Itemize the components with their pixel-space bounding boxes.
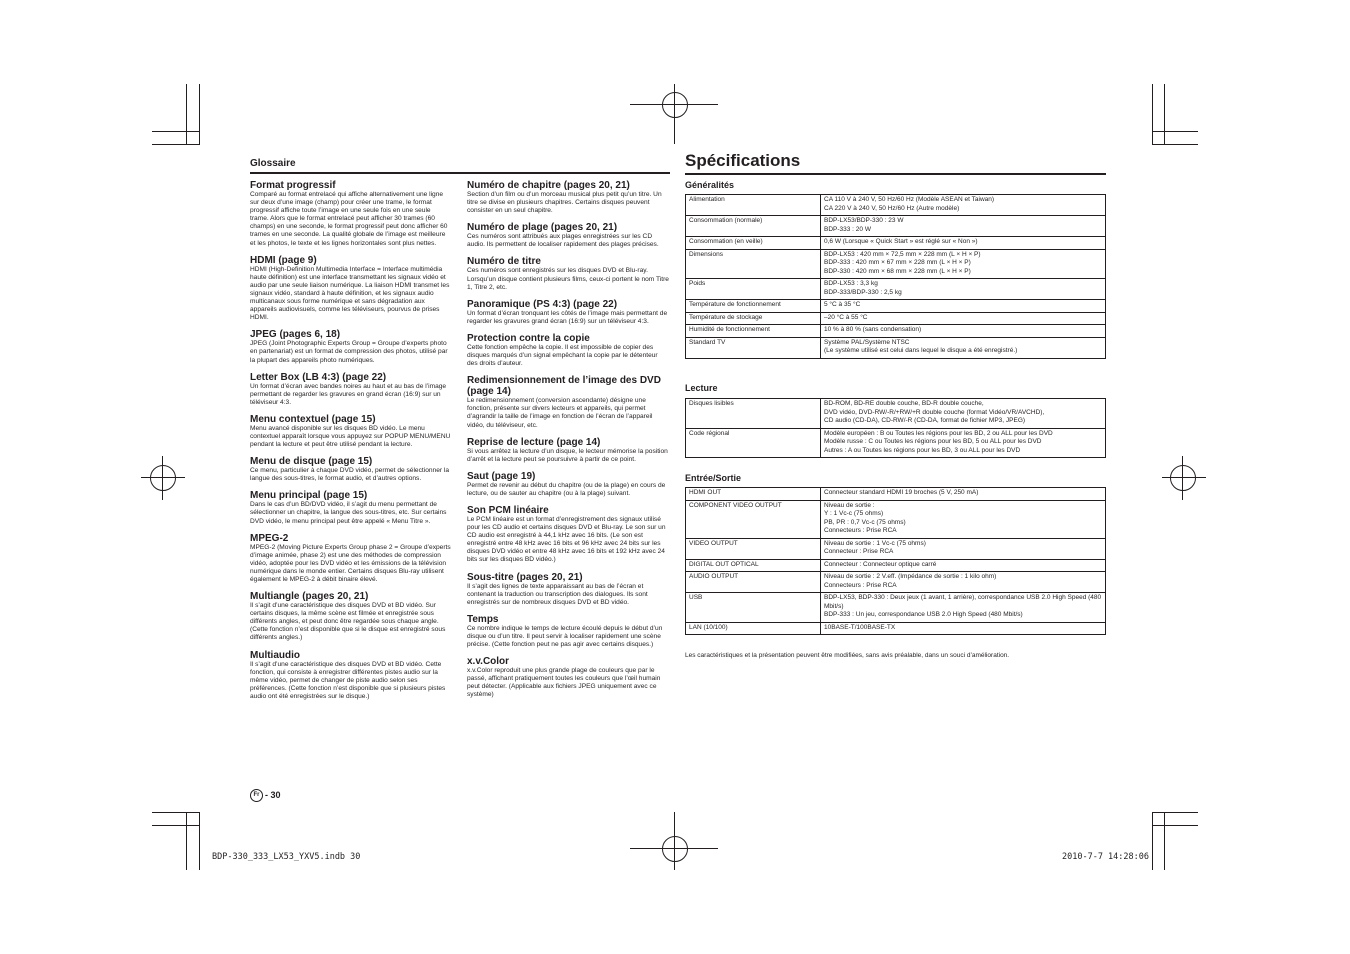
spec-row	[686, 279, 1106, 300]
glossary-entry	[467, 437, 670, 464]
spec-row	[686, 325, 1106, 338]
spec-value: Niveau de sortie : 1 Vc-c (75 ohms) Connecteur : Prise RCA	[821, 538, 1106, 559]
spec-label: COMPONENT VIDEO OUTPUT	[686, 500, 821, 538]
glossary-term: Menu principal (page 15)	[250, 490, 368, 502]
glossary-definition: Dans le cas d’un BD/DVD vidéo, il s’agit du menu permettant de sélectionner un chapitre, la langue des sous-titres, etc. Sur certains DVD vidéo, le menu principal peut être appelé « Menu Titre ».	[250, 501, 447, 525]
glossary-term: Redimensionnement de l’image des DVD (page 14)	[467, 375, 661, 398]
glossary-term: Saut (page 19)	[467, 470, 536, 482]
spec-row	[686, 195, 1106, 216]
spec-value: Niveau de sortie : 2 V.eff. (Impédance de sortie : 1 kilo ohm) Connecteurs : Prise RCA	[821, 572, 1106, 593]
spec-label: Disques lisibles	[686, 399, 821, 429]
spec-row	[686, 337, 1106, 358]
spec-row	[686, 500, 1106, 538]
spec-label: Humidité de fonctionnement	[686, 325, 821, 338]
glossary-entry	[250, 180, 451, 248]
glossary-entry	[467, 180, 670, 215]
glossary-title: Glossaire	[250, 158, 296, 169]
spec-table-entree-sortie	[685, 487, 1106, 635]
section-heading-lecture: Lecture	[685, 383, 718, 393]
glossary-definition: Il s’agit d’une caractéristique des disques DVD et BD vidéo. Cette fonction, qui consiste à enregistrer différentes pistes audio sur la même vidéo, permet de changer de piste audio selon ses préférences. (Cette fonction n’est disponible que si plusieurs pistes audio ont été enregistrées sur le disque.)	[250, 660, 446, 700]
glossary-entry	[250, 650, 451, 701]
glossary-entry	[467, 471, 670, 498]
glossary-term: Numéro de plage (pages 20, 21)	[467, 222, 618, 234]
glossary-term: Protection contre la copie	[467, 332, 590, 344]
language-badge: Fr	[250, 789, 263, 802]
glossary-definition: Un format d’écran avec bandes noires au haut et au bas de l’image permettant de regarder les gravures en grand écran (16:9) sur un téléviseur 4:3.	[250, 382, 447, 406]
spec-value: CA 110 V à 240 V, 50 Hz/60 Hz (Modèle ASEAN et Taiwan) CA 220 V à 240 V, 50 Hz/60 Hz (Autre modèle)	[821, 195, 1106, 216]
spec-label: USB	[686, 593, 821, 623]
glossary-entry	[250, 490, 451, 525]
spec-label: Consommation (normale)	[686, 216, 821, 237]
glossary-entry	[467, 505, 670, 565]
glossary-entry	[467, 656, 670, 699]
glossary-entry	[250, 456, 451, 483]
spec-value: BDP-LX53, BDP-330 : Deux jeux (1 avant, 1 arrière), correspondance USB 2.0 High Speed (480 Mbit/s) BDP-333 : Un jeu, correspondance USB 2.0 High Speed (480 Mbit/s)	[821, 593, 1106, 623]
spec-value: BDP-LX53 : 420 mm × 72,5 mm × 228 mm (L × H × P) BDP-333 : 420 mm × 67 mm × 228 mm (L × H × P) BDP-330 : 420 mm × 68 mm × 228 mm (L × H × P)	[821, 249, 1106, 279]
glossary-entry	[467, 299, 670, 326]
spec-label: LAN (10/100)	[686, 622, 821, 635]
glossary-entry	[467, 614, 670, 649]
glossary-entry	[467, 572, 670, 607]
glossary-column-2	[467, 180, 670, 706]
glossary-term: MPEG-2	[250, 532, 289, 544]
spec-row	[686, 249, 1106, 279]
spec-table-lecture	[685, 398, 1106, 458]
spec-value: Système PAL/Système NTSC (Le système utilisé est celui dans lequel le disque a été enregistré.)	[821, 337, 1106, 358]
glossary-definition: MPEG-2 (Moving Picture Experts Group phase 2 = Groupe d’experts d’image animée, phase 2) est une des méthodes de compression vidéo, adoptée pour les DVD vidéo et les émissions de la télévision numérique dans le monde entier. Certains disques Blu-ray utilisent également le MPEG-2 à débit binaire élevé.	[250, 543, 451, 583]
glossary-term: Son PCM linéaire	[467, 504, 549, 516]
spec-row	[686, 559, 1106, 572]
spec-label: Température de stockage	[686, 312, 821, 325]
glossary-definition: JPEG (Joint Photographic Experts Group = Groupe d’experts photo en partenariat) est un format de compression des photos, utilisé par la plupart des appareils photo numériques.	[250, 340, 448, 364]
spec-label: Standard TV	[686, 337, 821, 358]
glossary-entry	[250, 591, 451, 642]
spec-label: Alimentation	[686, 195, 821, 216]
spec-row	[686, 312, 1106, 325]
specifications-note: Les caractéristiques et la présentation peuvent être modifiées, sans avis préalable, dans un souci d’amélioration.	[685, 652, 1010, 659]
glossary-definition: Ces numéros sont enregistrés sur les disques DVD et Blu-ray. Lorsqu’un disque contient plusieurs films, ceux-ci portent le nom Titre 1, Titre 2, etc.	[467, 267, 669, 291]
spec-row	[686, 488, 1106, 501]
glossary-definition: Section d’un film ou d’un morceau musical plus petit qu’un titre. Un titre se divise en plusieurs chapitres. Certains disques peuvent consister en un seul chapitre.	[467, 191, 662, 215]
glossary-definition: Menu avancé disponible sur les disques BD vidéo. Le menu contextuel apparaît lorsque vous appuyez sur POPUP MENU/MENU pendant la lecture et peut être utilisé pendant la lecture.	[250, 424, 451, 449]
glossary-definition: Comparé au format entrelacé qui affiche alternativement une ligne sur deux d’une image (champ) pour créer une trame, le format progressif affiche toute l’image en une seule fois en une seule trame. Alors que le format entrelacé peut afficher 30 trames (60 champs) en une seconde, le format progressif peut donc afficher 60 trames en une seconde. La qualité globale de l’image est meilleure et les photos, le texte et les lignes horizontales sont plus nettes.	[250, 191, 448, 247]
spec-row	[686, 237, 1106, 250]
glossary-definition: Il s’agit d’une caractéristique des disques DVD et BD vidéo. Sur certains disques, la même scène est filmée et enregistrée sous différents angles, et peut donc être regardée sous chaque angle. (Cette fonction n’est disponible que si le disque est enregistré sous différents angles.)	[250, 602, 446, 642]
spec-label: Code régional	[686, 428, 821, 458]
spec-row	[686, 216, 1106, 237]
spec-row	[686, 572, 1106, 593]
spec-value: –20 °C à 55 °C	[821, 312, 1106, 325]
glossary-term: Numéro de titre	[467, 256, 541, 268]
spec-label: Poids	[686, 279, 821, 300]
glossary-entry	[467, 333, 670, 368]
spec-row	[686, 300, 1106, 313]
glossary-term: Multiangle (pages 20, 21)	[250, 591, 369, 603]
glossary-term: HDMI (page 9)	[250, 254, 317, 266]
glossary-definition: x.v.Color reproduit une plus grande plage de couleurs que par le passé, affichant pratiquement toutes les couleurs que l’œil humain peut détecter. (Applicable aux fichiers JPEG uniquement avec ce système)	[467, 667, 661, 699]
glossary-entry	[467, 222, 670, 249]
glossary-entry	[467, 256, 670, 291]
spec-value: 0,6 W (Lorsque « Quick Start » est réglé sur « Non »)	[821, 237, 1106, 250]
glossary-term: Format progressif	[250, 180, 336, 191]
glossary-definition: Il s’agit des lignes de texte apparaissant au bas de l’écran et contenant la traduction ou transcription des dialogues. Ils sont enregistrés sur de nombreux disques DVD et BD vidéo.	[467, 582, 648, 606]
glossary-term: Menu de disque (page 15)	[250, 456, 373, 468]
glossary-entry	[250, 414, 451, 449]
glossary-definition: Le redimensionnement (conversion ascendante) désigne une fonction, présente sur divers lecteurs et appareils, qui permet d’agrandir la taille de l’image en fonction de l’écran de l’appareil vidéo, du téléviseur, etc.	[467, 397, 653, 429]
glossary-entry	[250, 372, 451, 407]
print-timestamp: 2010-7-7 14:28:06	[1062, 852, 1149, 862]
spec-row	[686, 593, 1106, 623]
specifications-rule	[685, 173, 1106, 175]
spec-value: Connecteur : Connecteur optique carré	[821, 559, 1106, 572]
spec-row	[686, 622, 1106, 635]
spec-label: HDMI OUT	[686, 488, 821, 501]
spec-row	[686, 538, 1106, 559]
glossary-definition: Si vous arrêtez la lecture d’un disque, le lecteur mémorise la position d’arrêt et la lecture peut se poursuivre à partir de ce point.	[467, 447, 668, 463]
section-heading-generalites: Généralités	[685, 180, 735, 190]
glossary-entry	[250, 329, 451, 364]
spec-label: VIDEO OUTPUT	[686, 538, 821, 559]
spec-label: AUDIO OUTPUT	[686, 572, 821, 593]
glossary-entry	[250, 255, 451, 323]
glossary-column-1	[250, 180, 451, 708]
spec-value: BD-ROM, BD-RE double couche, BD-R double couche, DVD vidéo, DVD-RW/-R/+RW/+R double couche (format Vidéo/VR/AVCHD), CD audio (CD-DA), CD-RW/-R (CD-DA, format de fichier MP3, JPEG)	[821, 399, 1106, 429]
spec-label: Température de fonctionnement	[686, 300, 821, 313]
glossary-term: Multiaudio	[250, 649, 300, 661]
glossary-term: Numéro de chapitre (pages 20, 21)	[467, 180, 630, 191]
section-heading-entree-sortie: Entrée/Sortie	[685, 473, 742, 483]
spec-row	[686, 428, 1106, 458]
glossary-term: Sous-titre (pages 20, 21)	[467, 571, 583, 583]
specifications-title: Spécifications	[685, 151, 801, 170]
glossary-definition: HDMI (High-Definition Multimedia Interface = Interface multimédia haute définition) est une interface transmettant les signaux vidéo et audio par une seule liaison numérique. La liaison HDMI transmet les signaux vidéo, standard à haute définition, et les signaux audio multicanaux sous forme numérique et sans dégradation aux appareils audiovisuels, comme les téléviseurs, pourvus de prises HDMI.	[250, 265, 450, 322]
spec-value: Niveau de sortie : Y : 1 Vc-c (75 ohms) PB, PR : 0,7 Vc-c (75 ohms) Connecteurs : Prise RCA	[821, 500, 1106, 538]
glossary-term: JPEG (pages 6, 18)	[250, 329, 341, 341]
spec-label: Dimensions	[686, 249, 821, 279]
glossary-term: Menu contextuel (page 15)	[250, 413, 376, 425]
glossary-term: Panoramique (PS 4:3) (page 22)	[467, 298, 618, 310]
glossary-term: Reprise de lecture (page 14)	[467, 436, 601, 448]
spec-value: Connecteur standard HDMI 19 broches (5 V, 250 mA)	[821, 488, 1106, 501]
spec-value: 5 °C à 35 °C	[821, 300, 1106, 313]
spec-value: 10BASE-T/100BASE-TX	[821, 622, 1106, 635]
glossary-term: Temps	[467, 613, 499, 625]
glossary-term: Letter Box (LB 4:3) (page 22)	[250, 371, 387, 383]
glossary-definition: Cette fonction empêche la copie. Il est impossible de copier des disques marqués d’un signal empêchant la copie par le détenteur des droits d’auteur.	[467, 343, 658, 368]
spec-label: DIGITAL OUT OPTICAL	[686, 559, 821, 572]
spec-table-generalites	[685, 194, 1106, 359]
glossary-definition: Ces numéros sont attribués aux plages enregistrées sur les CD audio. Ils permettent de localiser rapidement des plages précises.	[467, 233, 659, 249]
spec-value: 10 % à 80 % (sans condensation)	[821, 325, 1106, 338]
glossary-term: x.v.Color	[467, 656, 510, 668]
spec-value: BDP-LX53/BDP-330 : 23 W BDP-333 : 20 W	[821, 216, 1106, 237]
glossary-definition: Permet de revenir au début du chapitre (ou de la plage) en cours de lecture, ou de sauter au chapitre (ou à la plage) suivant.	[467, 481, 666, 497]
page-number: - 30	[265, 790, 281, 800]
glossary-definition: Un format d’écran tronquant les côtés de l’image mais permettant de regarder les gravures grand écran (16:9) sur un téléviseur 4:3.	[467, 309, 668, 325]
glossary-definition: Ce nombre indique le temps de lecture écoulé depuis le début d’un disque ou d’un titre. Il peut servir à localiser rapidement une scène précise. (Cette fonction peut ne pas agir avec certains disques.)	[467, 624, 663, 648]
spec-label: Consommation (en veille)	[686, 237, 821, 250]
spec-row	[686, 399, 1106, 429]
glossary-rule	[250, 172, 670, 174]
glossary-entry	[250, 533, 451, 584]
print-file-label: BDP-330_333_LX53_YXV5.indb 30	[212, 852, 361, 862]
glossary-definition: Le PCM linéaire est un format d’enregistrement des signaux utilisé pour les CD audio et certains disques DVD et Blu-ray. Le son sur un CD audio est enregistré à 44,1 kHz avec 16 bits. (Le son est enregistré entre 48 kHz avec 16 bits et 96 kHz avec 24 bits sur les disques DVD vidéo et entre 48 kHz avec 16 bits et 192 kHz avec 24 bits sur les disques BD vidéo.)	[467, 515, 666, 564]
glossary-entry	[467, 375, 670, 429]
spec-value: BDP-LX53 : 3,3 kg BDP-333/BDP-330 : 2,5 kg	[821, 279, 1106, 300]
spec-value: Modèle européen : B ou Toutes les régions pour les BD, 2 ou ALL pour les DVD Modèle russe : C ou Toutes les régions pour les BD, 5 ou ALL pour les DVD Autres : A ou Toutes les régions pour les BD, 3 ou ALL pour les DVD	[821, 428, 1106, 458]
glossary-definition: Ce menu, particulier à chaque DVD vidéo, permet de sélectionner la langue des sous-titres, le format audio, et d’autres options.	[250, 467, 450, 483]
